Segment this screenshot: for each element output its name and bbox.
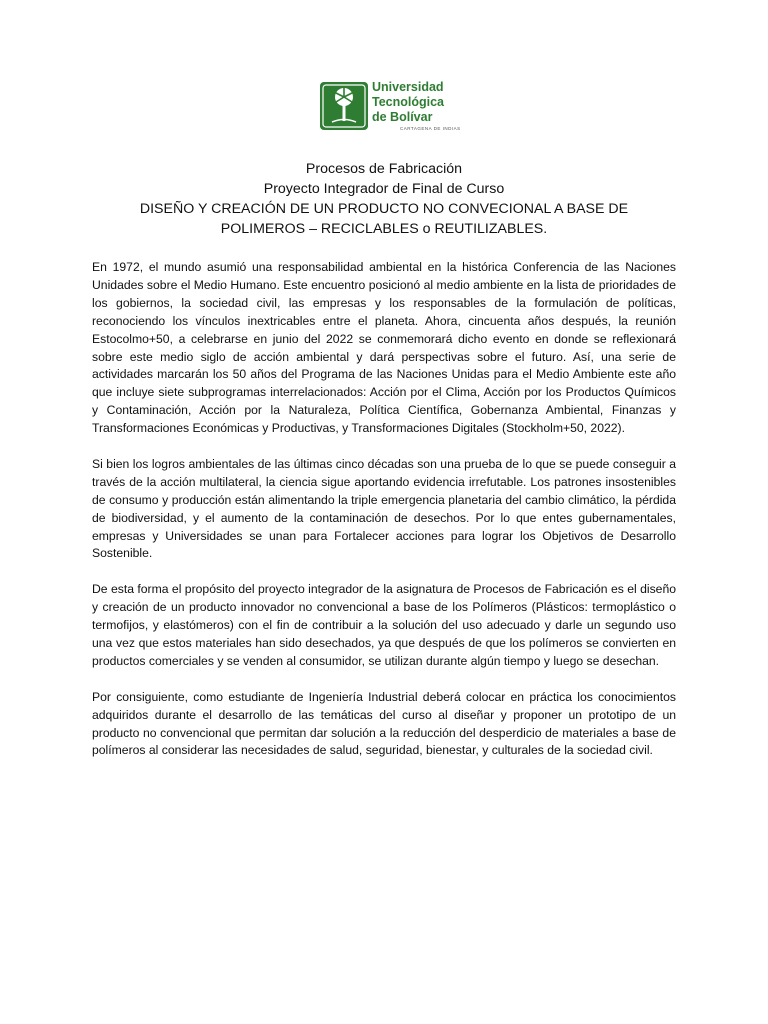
palm-tree-icon <box>320 82 368 130</box>
logo-wordmark <box>372 80 461 132</box>
paragraph: De esta forma el propósito del proyecto integrador de la asignatura de Procesos de Fabricación es el diseño y creación de un producto innovador no convencional a base de los Polímeros (Plásticos: termoplástico o termofijos, y elastómeros) con el fin de contribuir a la solución del uso adecuado y darle un segundo uso una vez que estos materiales han sido desechados, ya que después de que los polímeros se convierten en productos comerciales y se venden al consumidor, se utilizan durante algún tiempo y luego se desechan. <box>92 582 676 668</box>
project-title: Proyecto Integrador de Final de Curso <box>263 181 505 197</box>
project-subtitle-line-1: DISEÑO Y CREACIÓN DE UN PRODUCTO NO CONVECIONAL A BASE DE <box>139 201 629 217</box>
logo-line-1: Universidad <box>372 80 444 94</box>
logo-tagline: CARTAGENA DE INDIAS <box>400 126 461 131</box>
paragraph: Por consiguiente, como estudiante de Ingeniería Industrial deberá colocar en práctica los conocimientos adquiridos durante el desarrollo de las temáticas del curso al diseñar y proponer un prototipo de un producto no convencional que permitan dar solución a la reducción del desperdicio de materiales a base de polímeros al considerar las necesidades de salud, seguridad, bienestar, y culturales de la sociedad civil. <box>92 689 676 758</box>
logo-line-2: Tecnológica <box>372 95 445 109</box>
university-logo <box>320 80 461 134</box>
project-subtitle-line-2: POLIMEROS – RECICLABLES o REUTILIZABLES. <box>220 221 548 237</box>
document-title-block <box>92 159 676 239</box>
document-body <box>92 259 676 778</box>
paragraph: Si bien los logros ambientales de las últimas cinco décadas son una prueba de lo que se puede conseguir a través de la acción multilateral, la ciencia sigue aportando evidencia irrefutable. Los patrones insostenibles de consumo y producción están alimentando la triple emergencia planetaria del cambio climático, la pérdida de biodiversidad, y el aumento de la contaminación de desechos. Por lo que entes gubernamentales, empresas y Universidades se unan para Fortalecer acciones para lograr los Objetivos de Desarrollo Sostenible. <box>92 456 676 561</box>
paragraph: En 1972, el mundo asumió una responsabilidad ambiental en la histórica Conferencia de las Naciones Unidades sobre el Medio Humano. Este encuentro posicionó al medio ambiente en la lista de prioridades de los gobiernos, la sociedad civil, las empresas y los responsables de la formulación de políticas, reconociendo los vínculos inextricables entre el planeta. Ahora, cincuenta años después, la reunión Estocolmo+50, a celebrarse en junio del 2022 se conmemorará dicho evento en donde se reflexionará sobre este medio siglo de acción ambiental y dará perspectivas sobre el futuro. Así, una serie de actividades marcarán los 50 años del Programa de las Naciones Unidas para el Medio Ambiente este año que incluye siete subprogramas interrelacionados: Acción por el Clima, Acción por los Productos Químicos y Contaminación, Acción por la Naturaleza, Política Científica, Gobernanza Ambiental, Finanzas y Transformaciones Económicas y Productivas, y Transformaciones Digitales (Stockholm+50, 2022). <box>92 260 676 436</box>
course-title: Procesos de Fabricación <box>305 161 463 177</box>
logo-line-3: de Bolívar <box>372 110 433 124</box>
